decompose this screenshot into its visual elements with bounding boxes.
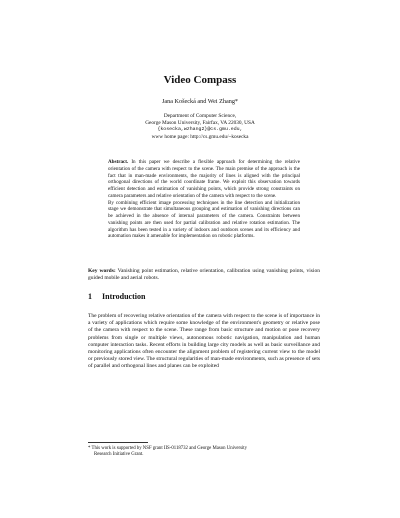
- affiliation-block: [0, 113, 400, 141]
- keywords-block: [88, 268, 320, 282]
- section-number: 1: [88, 292, 92, 301]
- affiliation-department: Department of Computer Science,: [163, 113, 237, 119]
- affiliation-homepage: www home page: http://cs.gmu.edu/~kosecka: [151, 133, 249, 140]
- abstract-text-1: In this paper we describe a flexible approach for determining the relative orientation of the camera with respect to the scene. The main premise of the approach is the fact that in man-made environments, the majority of lines is aligned with the principal orthogonal directions of the world coordinate frame. We exploit this observation towards efficient detection and estimation of vanishing points, which provide strong constraints on camera parameters and relative orientation of the camera with respect to the scene.: [108, 159, 300, 199]
- abstract-label: Abstract.: [108, 159, 129, 165]
- keywords-text: Vanishing point estimation, relative orientation, calibration using vanishing points, vision guided mobile and aerial robots.: [88, 268, 320, 282]
- keywords-label: Key words:: [88, 268, 116, 274]
- affiliation-university: George Mason University, Fairfax, VA 22030, USA: [145, 119, 255, 126]
- footnote-divider: [88, 442, 148, 443]
- abstract-paragraph-1: [108, 159, 300, 200]
- section-body: The problem of recovering relative orientation of the camera with respect to the scene is of importance in a variety of applications which require some knowledge of the environment's geometry or relative pose of the camera with respect to the scene. These range from basic structure and motion or pose recovery problems from single or multiple views, autonomous robotic navigation, manipulation and human computer interaction tasks. Recent efforts in building large city models as well as basic surveillance and monitoring applications often encounter the alignment problem of registering current view to the model or previously stored view. The structural regularities of man-made environments, such as presence of sets of parallel and orthogonal lines and planes can be exploited: [88, 313, 320, 370]
- section-heading: [88, 292, 145, 301]
- abstract-paragraph-2: By combining efficient image processing techniques in the line detection and initialization stage we demonstrate that simultaneous grouping and estimation of vanishing directions can be achieved in the absence of internal parameters of the camera. Constraints between vanishing points are then used for partial calibration and relative rotation estimation. The algorithm has been tested in a variety of indoors and outdoors scenes and its efficiency and automation makes it amenable for implementation on robotic platforms.: [108, 199, 300, 240]
- affiliation-email: {kosecka,wzhang2}@cs.gmu.edu,: [157, 126, 243, 132]
- footnote-line-2: Research Initiative Grant.: [94, 452, 144, 458]
- paper-title: Video Compass: [163, 74, 237, 86]
- section-title: Introduction: [102, 292, 146, 301]
- footnote: [88, 446, 320, 459]
- footnote-line-1: * This work is supported by NSF grant IIS-0118732 and George Mason University: [88, 446, 247, 451]
- author-list: Jana Košecká and Wei Zhang*: [161, 98, 239, 105]
- abstract-block: [108, 159, 300, 240]
